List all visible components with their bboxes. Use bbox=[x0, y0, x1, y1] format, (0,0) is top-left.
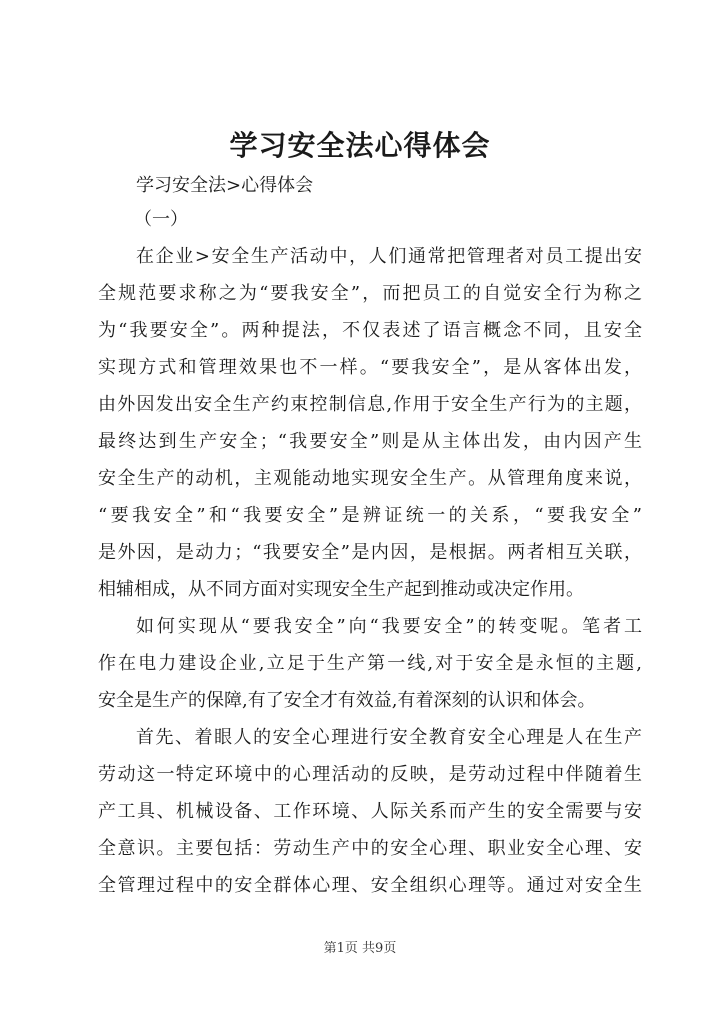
text-line: 如何实现从“要我安全”向“我要安全”的转变呢。笔者工 bbox=[136, 616, 642, 637]
text-line: 最终达到生产安全；“我要安全”则是从主体出发，由内因产生 bbox=[98, 431, 642, 452]
section-marker: （一） bbox=[134, 209, 188, 230]
text-line: 首先、着眼人的安全心理进行安全教育安全心理是人在生产 bbox=[136, 727, 642, 748]
paragraph bbox=[98, 238, 642, 608]
paragraph bbox=[98, 719, 642, 904]
text-line: 安全生产的动机，主观能动地实现安全生产。从管理角度来说， bbox=[98, 468, 642, 489]
text-line: “要我安全”和“我要安全”是辨证统一的关系，“要我安全” bbox=[98, 505, 642, 526]
text-line: 在企业>安全生产活动中，人们通常把管理者对员工提出安 bbox=[136, 246, 642, 267]
text-line: 劳动这一特定环境中的心理活动的反映，是劳动过程中伴随着生 bbox=[98, 764, 642, 785]
text-line: 作在电力建设企业,立足于生产第一线,对于安全是永恒的主题, bbox=[98, 653, 642, 674]
text-line: 相辅相成，从不同方面对实现安全生产起到推动或决定作用。 bbox=[98, 579, 584, 600]
text-line: 是外因，是动力；“我要安全”是内因，是根据。两者相互关联， bbox=[98, 542, 642, 563]
text-line: 实现方式和管理效果也不一样。“要我安全”，是从客体出发， bbox=[98, 357, 642, 378]
text-line: 产工具、机械设备、工作环境、人际关系而产生的安全需要与安 bbox=[98, 801, 642, 822]
page-footer: 第1页 共9页 bbox=[323, 941, 397, 956]
text-line: 全管理过程中的安全群体心理、安全组织心理等。通过对安全生 bbox=[98, 875, 642, 896]
text-line: 为“我要安全”。两种提法，不仅表述了语言概念不同，且安全 bbox=[98, 320, 642, 341]
document-body bbox=[98, 238, 642, 904]
text-line: 全意识。主要包括：劳动生产中的安全心理、职业安全心理、安 bbox=[98, 838, 642, 859]
document-subtitle: 学习安全法>心得体会 bbox=[136, 175, 314, 196]
text-line: 由外因发出安全生产约束控制信息,作用于安全生产行为的主题， bbox=[98, 394, 642, 415]
page-title: 学习安全法心得体会 bbox=[229, 129, 491, 162]
text-line: 全规范要求称之为“要我安全”，而把员工的自觉安全行为称之 bbox=[98, 283, 642, 304]
text-line: 安全是生产的保障,有了安全才有效益,有着深刻的认识和体会。 bbox=[98, 690, 596, 711]
paragraph bbox=[98, 608, 642, 719]
